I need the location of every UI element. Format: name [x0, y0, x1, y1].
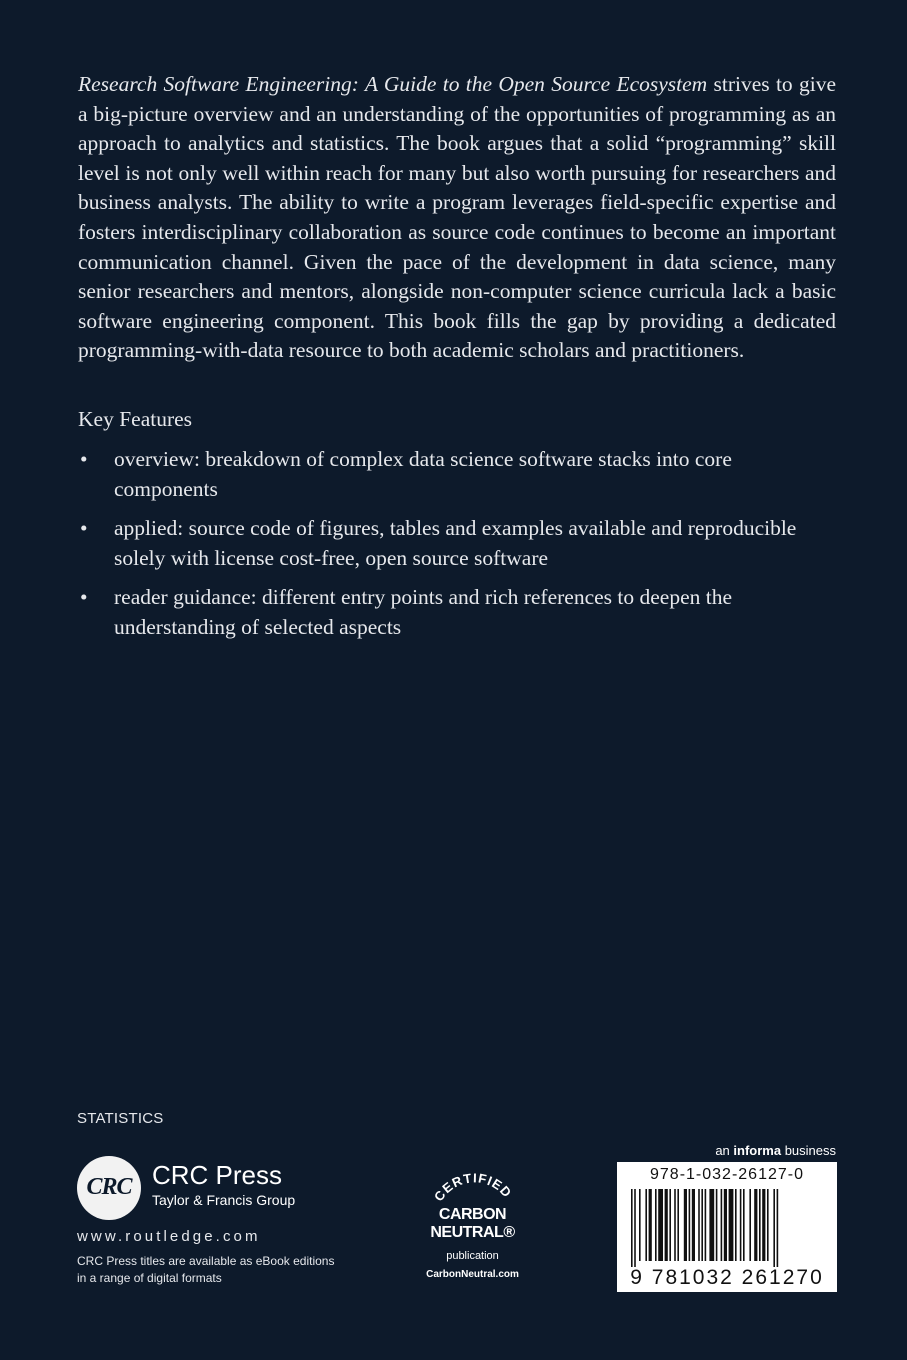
barcode-bar: [658, 1189, 663, 1261]
feature-text: overview: breakdown of complex data science software stacks into core components: [114, 447, 732, 501]
barcode-bar: [729, 1189, 734, 1261]
blurb-text: strives to give a big-picture overview and an understanding of the opportunities of programming as an approach to analytics and statistics. The book argues that a solid “programming” skill level is not only well within reach for many but also worth pursuing for researchers and business analysts. The ability to write a program leverages field-specific expertise and fosters interdisciplinary collaboration as source code continues to become an important communication channel. Given the pace of the development in data science, many senior researchers and mentors, alongside non-computer science curricula lack a basic software engineering component. This book fills the gap by providing a dedicated programming-with-data resource to both academic scholars and practitioners.: [78, 72, 836, 363]
barcode-bar: [743, 1189, 745, 1261]
barcode-bar: [698, 1189, 700, 1261]
informa-brand: informa: [733, 1143, 782, 1158]
key-features-list: [78, 445, 836, 653]
carbon-line1: CARBON: [438, 1206, 507, 1223]
svg-text:CERTIFIED: [431, 1170, 515, 1204]
barcode-bar: [645, 1189, 647, 1261]
barcode-bar: [762, 1189, 765, 1261]
barcode-bar: [705, 1189, 707, 1261]
barcode-bar: [767, 1189, 769, 1261]
informa-tagline: [660, 1143, 836, 1158]
publisher-group: Taylor & Francis Group: [152, 1192, 296, 1208]
barcode-bars-icon: [631, 1189, 829, 1267]
website-link[interactable]: www.routledge.com: [77, 1228, 261, 1245]
carbon-publication: publication: [446, 1250, 499, 1262]
barcode-bar: [709, 1189, 714, 1261]
bullet-icon: •: [80, 447, 88, 471]
barcode-bar: [665, 1189, 668, 1261]
carbon-site: CarbonNeutral.com: [426, 1269, 519, 1280]
informa-prefix: an: [715, 1143, 734, 1158]
book-title: Research Software Engineering: A Guide to the Open Source Ecosystem: [78, 72, 708, 96]
list-item: [78, 514, 836, 573]
barcode-bar: [674, 1189, 676, 1261]
barcode-bar: [689, 1189, 691, 1261]
barcode-bar: [639, 1189, 641, 1261]
barcode-bar: [649, 1189, 652, 1261]
bullet-icon: •: [80, 516, 88, 541]
barcode-bar: [669, 1189, 671, 1261]
barcode-bar: [749, 1189, 751, 1261]
list-item: [78, 445, 836, 504]
barcode-bar: [740, 1189, 742, 1261]
feature-text: reader guidance: different entry points and rich references to deepen the understanding of selected aspects: [114, 585, 733, 639]
isbn-barcode: [617, 1162, 837, 1292]
key-features-heading: Key Features: [78, 407, 193, 431]
informa-suffix: business: [781, 1143, 836, 1158]
isbn-bottom: 9 781032 261270: [630, 1266, 824, 1289]
bullet-icon: •: [80, 585, 88, 610]
barcode-bar: [724, 1189, 727, 1261]
crc-logo-icon: [77, 1156, 141, 1220]
crc-logo-text: CRC: [86, 1174, 132, 1200]
carbon-line2: NEUTRAL®: [430, 1224, 515, 1241]
barcode-bar: [684, 1189, 687, 1261]
barcode-bar: [634, 1189, 636, 1267]
barcode-bar: [716, 1189, 718, 1261]
barcode-bar: [777, 1189, 779, 1267]
list-item: [78, 583, 836, 642]
barcode-bar: [721, 1189, 723, 1261]
publisher-name: CRC Press: [152, 1160, 283, 1190]
barcode-bar: [631, 1189, 633, 1267]
barcode-bar: [692, 1189, 695, 1261]
isbn-top: 978-1-032-26127-0: [650, 1166, 804, 1183]
barcode-bar: [759, 1189, 761, 1261]
barcode-bar: [773, 1189, 775, 1267]
barcode-bar: [754, 1189, 757, 1261]
feature-text: applied: source code of figures, tables and examples available and reproducible solely with license cost-free, open source software: [114, 516, 797, 570]
carbon-certified-text: CERTIFIED: [430, 1170, 515, 1205]
category-label: STATISTICS: [77, 1110, 164, 1127]
blurb-paragraph: [78, 70, 836, 366]
carbon-neutral-badge: [415, 1170, 530, 1290]
barcode-bar: [735, 1189, 737, 1261]
barcode-bar: [677, 1189, 679, 1261]
ebook-note: CRC Press titles are available as eBook editions in a range of digital formats: [77, 1254, 335, 1285]
barcode-bar: [655, 1189, 657, 1261]
barcode-bar: [701, 1189, 703, 1261]
